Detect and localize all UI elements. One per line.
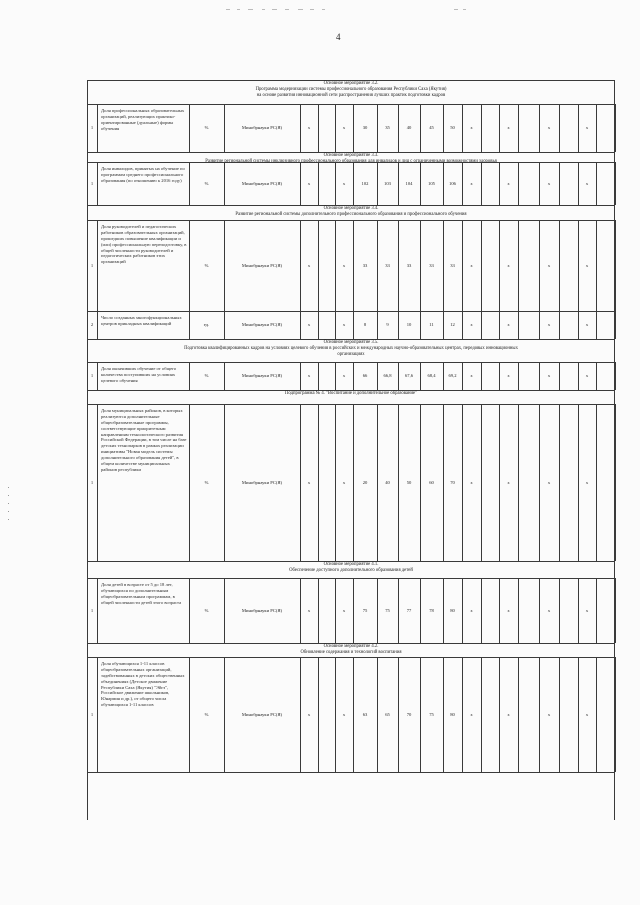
- indicator-text: Число созданных многофункциональных центров прикладных квалификаций: [101, 315, 182, 326]
- value-cell: x: [342, 607, 346, 613]
- column-line: [596, 362, 597, 390]
- column-line: [615, 657, 616, 772]
- value-cell: x: [470, 479, 473, 485]
- column-line: [97, 162, 98, 205]
- unit-cell: %: [204, 125, 209, 130]
- value-cell: x: [547, 711, 551, 717]
- column-line: [97, 404, 98, 561]
- value-cell: 60: [429, 479, 434, 485]
- value-cell: 69,2: [448, 373, 457, 378]
- unit-cell: %: [204, 262, 209, 268]
- column-line: [318, 404, 319, 561]
- indicator-text: Доля профессиональных образовательных организаций, реализующих практико-ориентированные (дуальные) формы обучения: [101, 108, 185, 131]
- value-cell: 33: [385, 262, 390, 268]
- value-cell: x: [470, 180, 473, 186]
- column-line: [518, 404, 519, 561]
- indicator-text: Доля муниципальных районов, в которых реализуются дополнительные общеобразовательные программы, соответствующие приоритетным направлениям технологического развития Российской Федерации, в том числе на базе детских технопарков в рамках реализации инициативы "Новая модель системы дополнительного образования детей", в общем количестве муниципальных районов республики: [101, 408, 187, 472]
- column-line: [615, 578, 616, 643]
- scan-speck: [248, 9, 253, 10]
- section-heading-line: Основное мероприятие 3.5.: [323, 340, 379, 345]
- value-cell: 104: [405, 180, 413, 186]
- section-divider: [87, 404, 615, 405]
- section-heading-line: Программа модернизации системы профессионального образования Республики Саха (Якутия): [255, 87, 447, 93]
- section-heading-line: Основное мероприятие 3.3.: [323, 153, 379, 158]
- responsible-cell: Минобрнауки РС(Я): [241, 262, 283, 268]
- section-heading-line: Развитие региональной системы дополнительного профессионального образования и профессионального обучения: [235, 212, 467, 218]
- scan-speck: [226, 9, 230, 10]
- column-line: [559, 162, 560, 205]
- value-cell: x: [470, 373, 473, 378]
- column-line: [518, 362, 519, 390]
- indicator-text: Доля руководителей и педагогических работников образовательных организаций, прошедших повышение квалификации и (или) профессиональную переподготовку, в общей численности руководителей и педагогических работников этих организаций: [101, 224, 187, 265]
- row-number: 1: [90, 607, 94, 613]
- value-cell: x: [470, 125, 473, 130]
- column-line: [97, 104, 98, 152]
- column-line: [596, 311, 597, 339]
- value-cell: x: [470, 322, 473, 327]
- value-cell: x: [547, 125, 551, 130]
- scan-speck: [454, 9, 458, 10]
- value-cell: x: [507, 125, 510, 130]
- scan-speck: [463, 9, 466, 10]
- value-cell: 35: [385, 125, 390, 130]
- value-cell: 68,4: [427, 373, 436, 378]
- column-line: [615, 404, 616, 561]
- value-cell: 75: [362, 607, 368, 613]
- table-border-left: [87, 80, 88, 820]
- section-heading: [87, 391, 615, 397]
- row-number: 1: [90, 125, 94, 130]
- section-divider: [87, 220, 615, 221]
- scan-speck: [322, 9, 325, 10]
- column-line: [518, 104, 519, 152]
- value-cell: 70: [450, 479, 455, 485]
- responsible-cell: Минобрнауки РС(Я): [241, 180, 283, 186]
- column-line: [318, 578, 319, 643]
- value-cell: x: [342, 373, 346, 378]
- responsible-cell: Минобрнауки РС(Я): [241, 711, 283, 717]
- column-line: [481, 657, 482, 772]
- section-heading-line: Основное мероприятие 3.4.: [323, 206, 379, 211]
- value-cell: x: [585, 262, 589, 268]
- column-line: [596, 162, 597, 205]
- column-line: [559, 104, 560, 152]
- value-cell: 65: [385, 711, 390, 717]
- value-cell: 10: [406, 322, 412, 327]
- value-cell: x: [342, 180, 346, 186]
- value-cell: x: [342, 125, 346, 130]
- value-cell: 11: [429, 322, 434, 327]
- value-cell: x: [342, 711, 346, 717]
- value-cell: x: [507, 711, 510, 717]
- value-cell: x: [585, 125, 589, 130]
- value-cell: 78: [429, 607, 434, 613]
- column-line: [615, 220, 616, 311]
- value-cell: x: [585, 373, 589, 378]
- value-cell: 20: [362, 479, 368, 485]
- value-cell: 8: [363, 322, 367, 327]
- value-cell: x: [307, 180, 311, 186]
- column-line: [97, 578, 98, 643]
- value-cell: 33: [429, 262, 434, 268]
- column-line: [97, 220, 98, 311]
- column-line: [518, 220, 519, 311]
- responsible-cell: Минобрнауки РС(Я): [241, 322, 283, 327]
- section-heading: [87, 562, 615, 574]
- value-cell: x: [507, 262, 510, 268]
- column-line: [481, 404, 482, 561]
- value-cell: 33: [406, 262, 412, 268]
- value-cell: x: [507, 180, 510, 186]
- value-cell: x: [307, 711, 311, 717]
- column-line: [481, 104, 482, 152]
- section-divider: [87, 162, 615, 163]
- column-line: [97, 311, 98, 339]
- value-cell: x: [585, 180, 589, 186]
- column-line: [518, 162, 519, 205]
- value-cell: x: [547, 479, 551, 485]
- value-cell: x: [547, 373, 551, 378]
- value-cell: 9: [386, 322, 389, 327]
- value-cell: 75: [429, 711, 434, 717]
- section-heading-line: Обновление содержания и технологий воспитания: [300, 650, 402, 656]
- section-heading-line: Подпрограмма № 4. "Воспитание и дополнительное образование": [285, 391, 417, 396]
- column-line: [559, 311, 560, 339]
- section-heading-line: Подготовка квалифицированных кадров на условиях целевого обучения в российских и международных научно-образовательных центрах, передовых инновационных: [184, 346, 518, 352]
- column-line: [559, 578, 560, 643]
- value-cell: x: [547, 322, 551, 327]
- row-number: 1: [90, 711, 94, 717]
- column-line: [97, 362, 98, 390]
- value-cell: 105: [428, 180, 435, 186]
- row-divider: [87, 772, 615, 773]
- section-divider: [87, 104, 615, 105]
- section-heading: [87, 153, 615, 165]
- value-cell: 106: [449, 180, 456, 186]
- column-line: [318, 162, 319, 205]
- row-number: 1: [90, 479, 94, 485]
- indicators-table: [87, 80, 615, 820]
- value-cell: x: [585, 479, 589, 485]
- row-divider: [87, 311, 615, 312]
- value-cell: 40: [406, 125, 412, 130]
- section-heading: [87, 81, 615, 99]
- value-cell: x: [470, 711, 473, 717]
- column-line: [318, 657, 319, 772]
- section-heading-line: Основное мероприятие 4.2.: [323, 644, 379, 649]
- value-cell: 30: [362, 125, 368, 130]
- row-number: 1: [90, 373, 94, 378]
- row-number: 2: [90, 322, 94, 327]
- column-line: [615, 311, 616, 339]
- value-cell: 45: [429, 125, 434, 130]
- column-line: [615, 362, 616, 390]
- column-line: [559, 362, 560, 390]
- value-cell: x: [307, 262, 311, 268]
- section-heading: [87, 206, 615, 218]
- column-line: [596, 104, 597, 152]
- value-cell: x: [585, 322, 589, 327]
- column-line: [518, 657, 519, 772]
- column-line: [481, 220, 482, 311]
- value-cell: 66,8: [383, 373, 392, 378]
- column-line: [481, 311, 482, 339]
- indicator-text: Доля обучающихся 1-11 классов общеобразовательных организаций, задействованных в детских общественных объединениях (Детское движение Республики Саха (Якутия) "Эйгэ", Российское движение школьников, Юнармия и др.), от общего числа обучающихся 1-11 классов: [101, 661, 185, 708]
- value-cell: 40: [385, 479, 390, 485]
- value-cell: 75: [385, 607, 390, 613]
- value-cell: 70: [406, 711, 412, 717]
- section-divider: [87, 578, 615, 579]
- value-cell: 12: [450, 322, 455, 327]
- column-line: [318, 311, 319, 339]
- value-cell: 77: [406, 607, 412, 613]
- column-line: [596, 578, 597, 643]
- column-line: [596, 404, 597, 561]
- value-cell: x: [470, 262, 473, 268]
- page-number: 4: [336, 32, 341, 42]
- value-cell: x: [507, 607, 510, 613]
- section-heading-line: Основное мероприятие 4.1.: [323, 562, 379, 567]
- scan-speck: [237, 9, 240, 10]
- value-cell: 80: [450, 711, 455, 717]
- scan-speck: [310, 9, 314, 10]
- value-cell: 33: [362, 262, 368, 268]
- column-line: [481, 362, 482, 390]
- column-line: [596, 657, 597, 772]
- value-cell: 63: [362, 711, 368, 717]
- unit-cell: %: [204, 711, 209, 717]
- value-cell: 50: [406, 479, 412, 485]
- value-cell: x: [585, 711, 589, 717]
- value-cell: x: [307, 322, 311, 327]
- unit-cell: %: [204, 373, 209, 378]
- value-cell: x: [547, 180, 551, 186]
- value-cell: x: [307, 479, 311, 485]
- value-cell: 67,6: [404, 373, 414, 378]
- column-line: [615, 104, 616, 152]
- value-cell: 66: [362, 373, 368, 378]
- value-cell: x: [547, 607, 551, 613]
- value-cell: x: [342, 262, 346, 268]
- column-line: [318, 104, 319, 152]
- value-cell: x: [507, 479, 510, 485]
- column-line: [518, 311, 519, 339]
- row-number: 1: [90, 180, 94, 186]
- column-line: [318, 362, 319, 390]
- value-cell: 102: [361, 180, 369, 186]
- value-cell: x: [470, 607, 473, 613]
- section-heading-line: организациях: [337, 352, 365, 358]
- value-cell: x: [507, 322, 510, 327]
- responsible-cell: Минобрнауки РС(Я): [241, 373, 283, 378]
- row-number: 1: [90, 262, 94, 268]
- value-cell: 103: [384, 180, 391, 186]
- column-line: [481, 578, 482, 643]
- column-line: [481, 162, 482, 205]
- scan-speck: [298, 9, 303, 10]
- binding-hole-marks: [8, 487, 10, 527]
- scan-speck: [272, 9, 277, 10]
- indicator-text: Доля детей в возрасте от 5 до 18 лет, обучающихся по дополнительным общеобразовательным программам, в общей численности детей этого возраста: [101, 582, 182, 605]
- responsible-cell: Минобрнауки РС(Я): [241, 479, 283, 485]
- unit-cell: %: [204, 607, 209, 613]
- section-heading-line: Обеспечение доступного дополнительного образования детей: [289, 568, 413, 574]
- unit-cell: %: [204, 479, 209, 485]
- column-line: [518, 578, 519, 643]
- section-heading: [87, 340, 615, 358]
- value-cell: x: [307, 373, 311, 378]
- section-heading: [87, 644, 615, 656]
- scan-speck: [285, 9, 289, 10]
- value-cell: x: [307, 607, 311, 613]
- value-cell: x: [585, 607, 589, 613]
- column-line: [97, 657, 98, 772]
- value-cell: x: [307, 125, 311, 130]
- section-divider: [87, 657, 615, 658]
- unit-cell: ед.: [203, 322, 210, 327]
- value-cell: 33: [450, 262, 455, 268]
- scan-speck: [262, 9, 265, 10]
- responsible-cell: Минобрнауки РС(Я): [241, 125, 283, 130]
- column-line: [318, 220, 319, 311]
- value-cell: x: [507, 373, 510, 378]
- value-cell: 80: [450, 607, 455, 613]
- value-cell: x: [342, 479, 346, 485]
- column-line: [596, 220, 597, 311]
- responsible-cell: Минобрнауки РС(Я): [241, 607, 283, 613]
- unit-cell: %: [204, 180, 209, 186]
- value-cell: 50: [450, 125, 455, 130]
- column-line: [559, 404, 560, 561]
- column-line: [559, 657, 560, 772]
- section-heading-line: на основе развития инновационной сети распространения лучших практик подготовки кадров: [256, 93, 446, 99]
- section-divider: [87, 362, 615, 363]
- indicator-text: Доля инвалидов, принятых на обучение по программам среднего профессионального образования (по отношению к 2016 году): [101, 166, 185, 183]
- value-cell: x: [342, 322, 346, 327]
- column-line: [559, 220, 560, 311]
- section-heading-line: Основное мероприятие 3.2.: [323, 81, 379, 86]
- indicator-text: Доля окончивших обучение от общего количества поступивших на условиях целевого обучения: [101, 366, 177, 383]
- value-cell: x: [547, 262, 551, 268]
- column-line: [615, 162, 616, 205]
